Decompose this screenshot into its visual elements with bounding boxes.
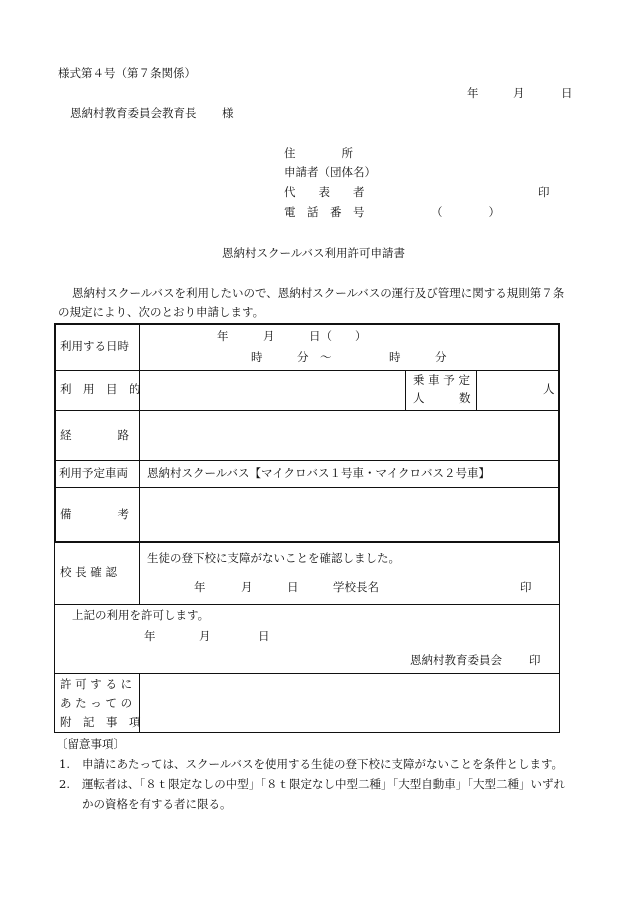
note-1-text: 申請にあたっては、スクールバスを使用する生徒の登下校に支障がないことを条件とします。: [82, 757, 564, 771]
form-number: 様式第４号（第７条関係）: [58, 66, 196, 80]
vehicle-label: 利用予定車両: [59, 466, 128, 480]
intro-line-1: 恩納村スクールバスを利用したいので、恩納村スクールバスの運行及び管理に関する規則第７条: [72, 286, 565, 300]
date-time-line-1: 年 月 日（ ）: [217, 329, 367, 343]
principal-month: 月: [241, 580, 253, 594]
address-label: 住 所: [284, 146, 353, 160]
permit-board: 恩納村教育委員会: [410, 653, 502, 667]
applicant-name-label: 申請者（団体名）: [284, 165, 376, 179]
principal-year: 年: [194, 580, 206, 594]
passengers-label-1: 乗 車 予 定: [413, 373, 470, 387]
permit-text: 上記の利用を許可します。: [72, 608, 210, 622]
notes-heading: 〔留意事項〕: [56, 737, 125, 751]
note-1-number: 1.: [59, 757, 70, 771]
addressee: 恩納村教育委員会教育長: [70, 106, 197, 120]
document-title: 恩納村スクールバス利用許可申請書: [222, 246, 405, 260]
conditions-label-1: 許 可 す る に: [60, 677, 133, 691]
note-2-text: 運転者は、「８ｔ限定なしの中型」「８ｔ限定なし中型二種」「大型自動車」「大型二種」いずれ: [82, 777, 565, 791]
principal-day: 日: [287, 580, 299, 594]
permit-day: 日: [258, 629, 270, 643]
principal-seal: 印: [520, 580, 532, 594]
note-2-continuation: かの資格を有する者に限る。: [82, 797, 232, 811]
date-month: 月: [513, 86, 525, 100]
phone-paren: （ ）: [431, 205, 500, 219]
permit-month: 月: [199, 629, 211, 643]
intro-line-2: の規定により、次のとおり申請します。: [58, 305, 265, 319]
principal-label: 校 長 確 認: [60, 565, 117, 579]
passengers-label-2: 人 数: [413, 391, 471, 405]
representative-label: 代 表 者: [284, 185, 365, 199]
applicant-seal: 印: [538, 185, 550, 199]
purpose-label: 利 用 目 的: [60, 382, 141, 396]
principal-name-label: 学校長名: [333, 580, 379, 594]
route-label: 経 路: [60, 428, 129, 442]
conditions-label-2: あ た っ て の: [60, 696, 133, 710]
date-time-label: 利用する日時: [60, 339, 129, 353]
honorific: 様: [222, 106, 234, 120]
note-2-number: 2.: [59, 777, 70, 791]
passengers-unit: 人: [543, 382, 555, 396]
principal-text: 生徒の登下校に支障がないことを確認しました。: [147, 551, 400, 565]
permit-year: 年: [144, 629, 156, 643]
date-day: 日: [561, 86, 573, 100]
vehicle-value: 恩納村スクールバス【マイクロバス１号車・マイクロバス２号車】: [147, 466, 491, 480]
permit-seal: 印: [529, 653, 541, 667]
remarks-label: 備 考: [60, 507, 129, 521]
conditions-label-3: 附 記 事 項: [60, 715, 141, 729]
date-year: 年: [467, 86, 479, 100]
date-time-line-2: 時 分 ～ 時 分: [251, 350, 447, 364]
phone-label: 電 話 番 号: [284, 205, 365, 219]
